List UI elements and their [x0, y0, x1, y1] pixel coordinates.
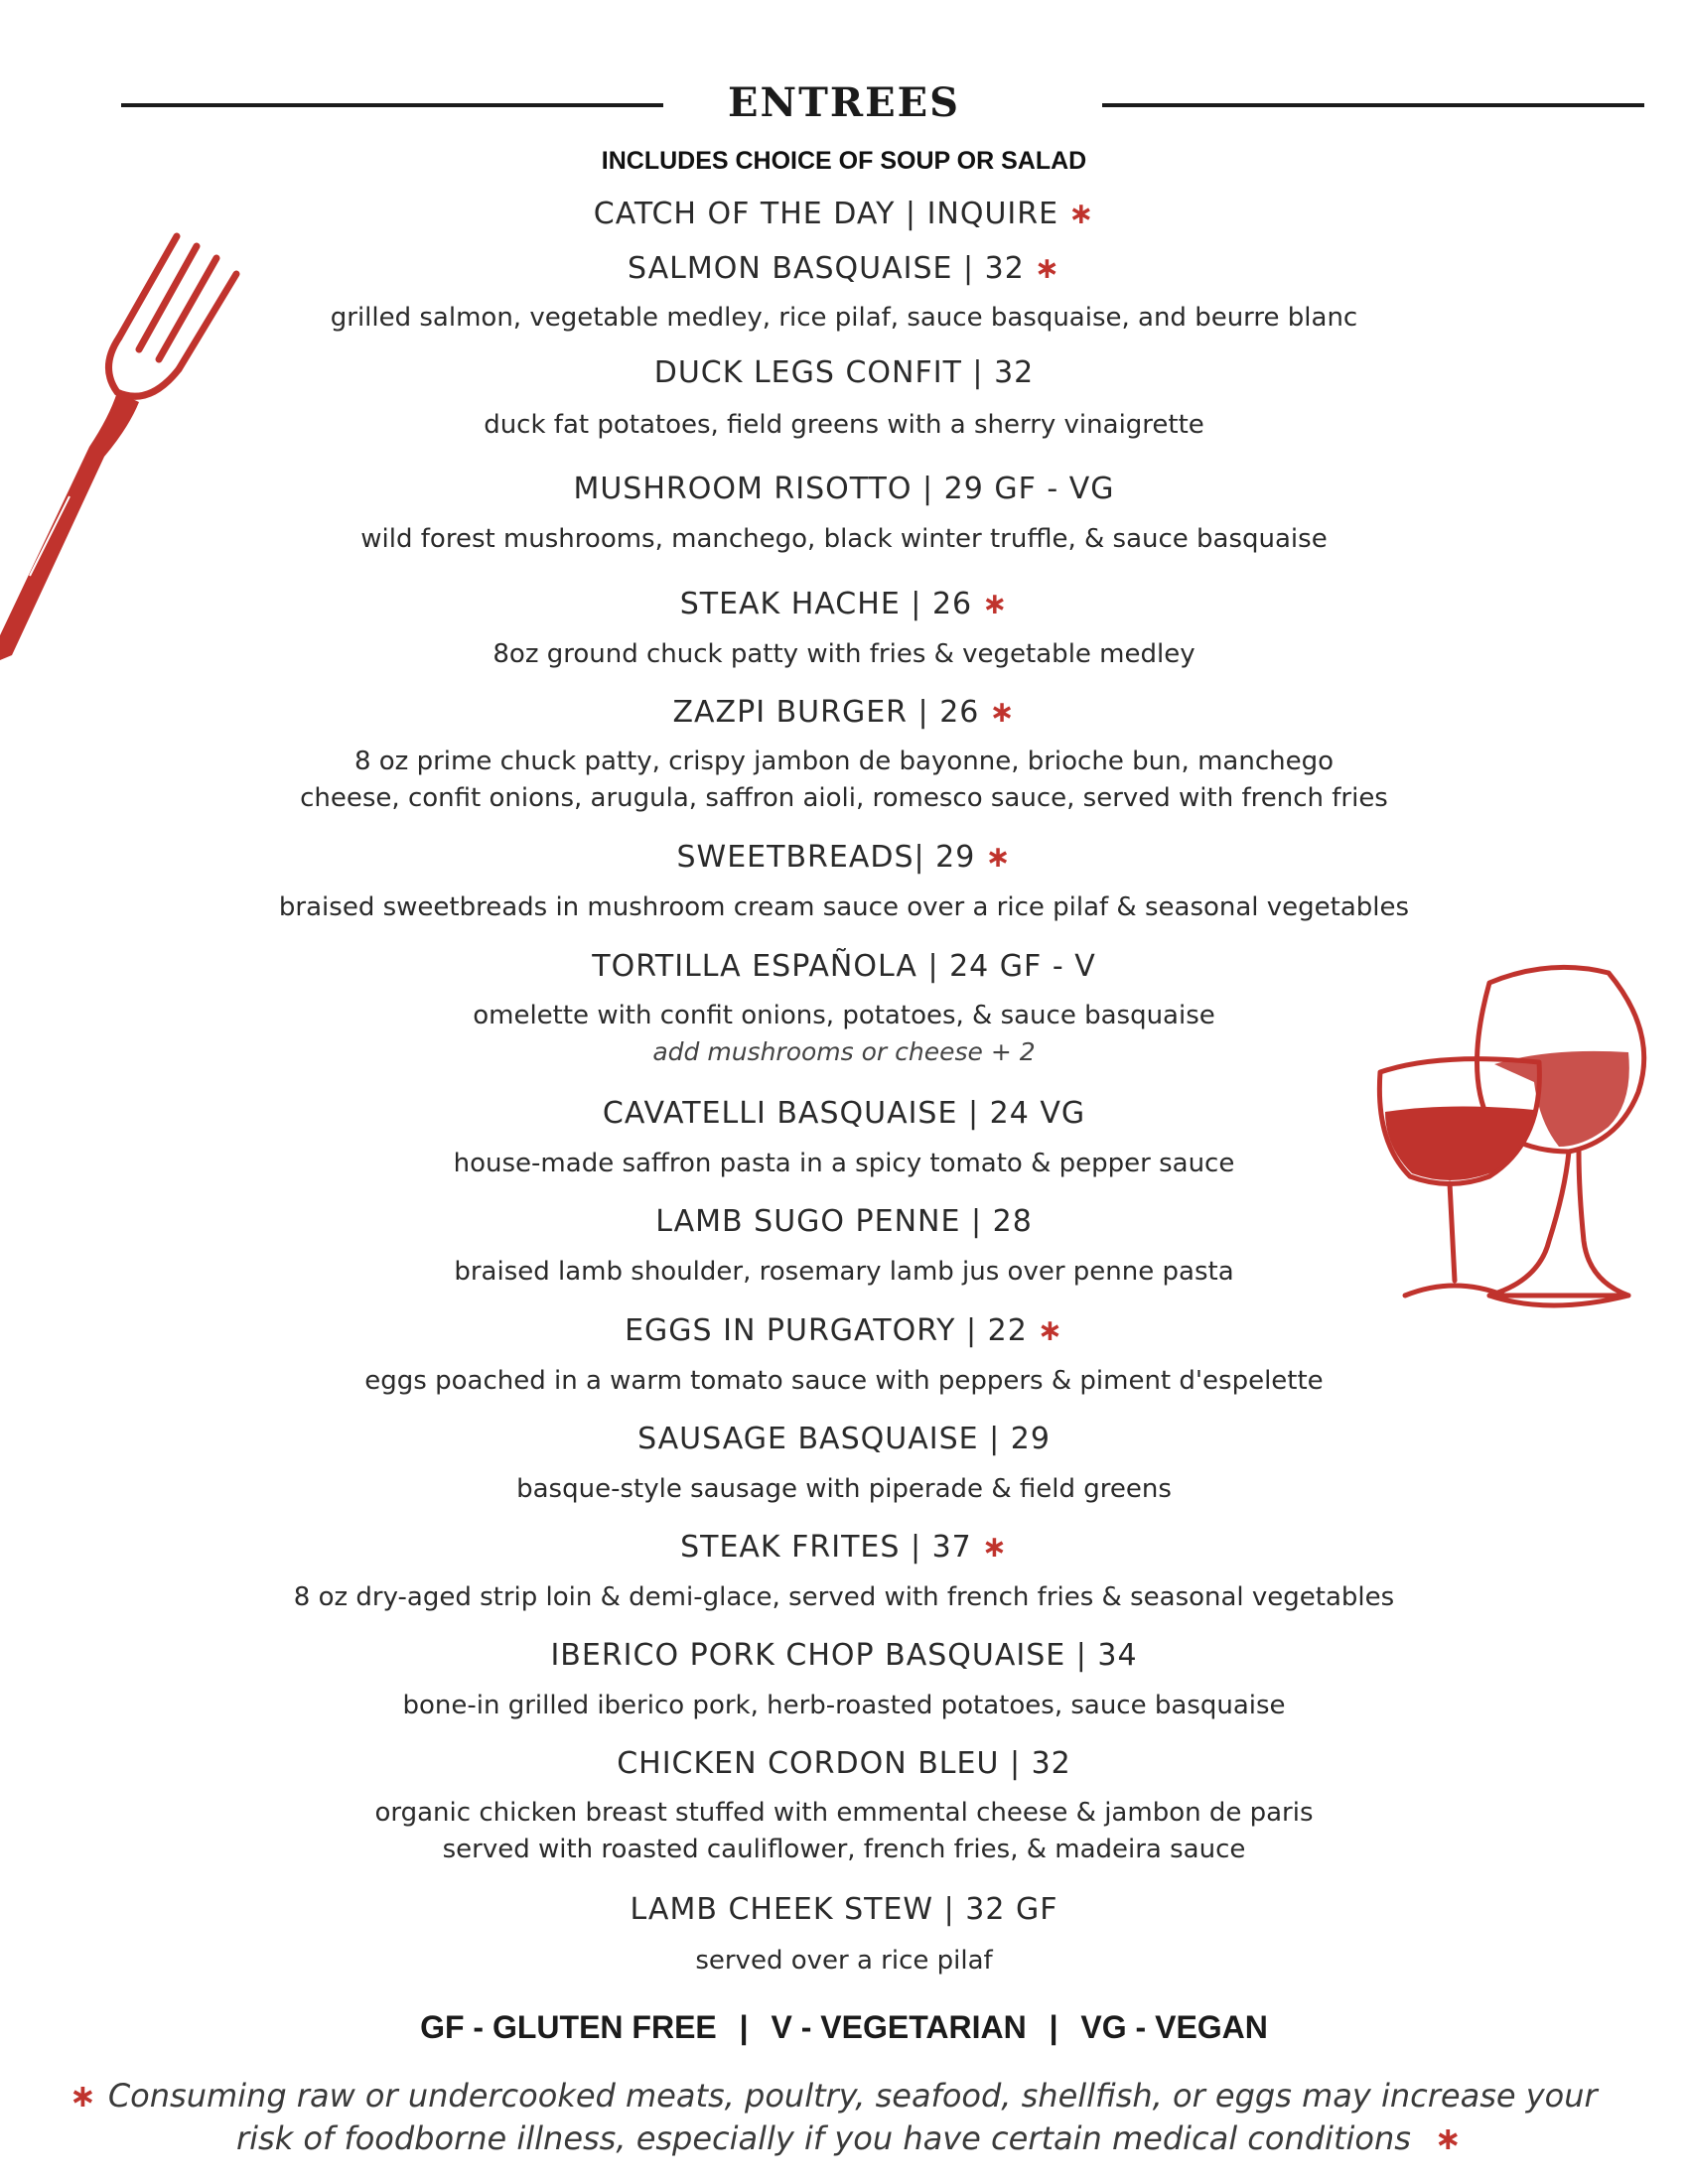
dish-duck-legs-confit [0, 355, 1688, 390]
dish-lamb-cheek-stew [0, 1892, 1688, 1927]
dish-addon-note: add mushrooms or cheese + 2 [652, 1037, 1036, 1066]
dish-description: 8 oz dry-aged strip loin & demi-glace, served with french fries & seasonal vegetables [293, 1582, 1395, 1612]
dish-cavatelli-basquaise [0, 1096, 1688, 1131]
dish-name: ZAZPI BURGER | 26 [672, 695, 980, 730]
legend-separator: | [1049, 2009, 1058, 2045]
dish-iberico-pork-chop [0, 1638, 1688, 1673]
legend-separator: | [739, 2009, 749, 2045]
dish-description: braised sweetbreads in mushroom cream sauce over a rice pilaf & seasonal vegetables [278, 892, 1410, 922]
star-icon: ∗ [989, 695, 1016, 730]
dish-name: DUCK LEGS CONFIT | 32 [653, 355, 1035, 390]
dish-name: IBERICO PORK CHOP BASQUAISE | 34 [550, 1638, 1138, 1673]
dish-description: 8 oz prime chuck patty, crispy jambon de bayonne, brioche bun, manchego [353, 747, 1335, 776]
star-icon: ∗ [985, 840, 1012, 875]
dish-name: SWEETBREADS| 29 [676, 840, 976, 875]
dish-description: braised lamb shoulder, rosemary lamb jus over penne pasta [454, 1257, 1234, 1287]
dish-name: MUSHROOM RISOTTO | 29 GF - VG [573, 472, 1115, 506]
dish-name: CAVATELLI BASQUAISE | 24 VG [602, 1096, 1086, 1131]
dish-eggs-in-purgatory [0, 1313, 1688, 1348]
dish-name: CHICKEN CORDON BLEU | 32 [617, 1746, 1071, 1781]
dish-description: served over a rice pilaf [695, 1946, 993, 1976]
dish-name: STEAK HACHE | 26 [679, 587, 973, 621]
star-icon: ∗ [70, 2077, 96, 2115]
dish-sausage-basquaise [0, 1422, 1688, 1456]
dish-description: duck fat potatoes, field greens with a sherry vinaigrette [484, 410, 1204, 440]
dish-name: TORTILLA ESPAÑOLA | 24 GF - V [592, 949, 1096, 984]
dish-name: SAUSAGE BASQUAISE | 29 [637, 1422, 1051, 1456]
dish-description: basque-style sausage with piperade & field greens [516, 1474, 1172, 1504]
dish-name: CATCH OF THE DAY | INQUIRE [593, 197, 1059, 231]
dish-description-cont: served with roasted cauliflower, french fries, & madeira sauce [442, 1835, 1246, 1864]
star-icon: ∗ [1037, 1313, 1063, 1348]
dish-catch-of-the-day [0, 197, 1688, 231]
dish-sweetbreads [0, 840, 1688, 875]
consumption-warning-line2 [236, 2119, 1688, 2157]
dish-tortilla-espanola [0, 949, 1688, 984]
dish-steak-hache [0, 587, 1688, 621]
warning-text: Consuming raw or undercooked meats, poultry, seafood, shellfish, or eggs may increase your [107, 2077, 1598, 2115]
dish-description: eggs poached in a warm tomato sauce with peppers & piment d'espelette [364, 1366, 1324, 1396]
dish-name: EGGS IN PURGATORY | 22 [625, 1313, 1028, 1348]
dish-lamb-sugo-penne [0, 1204, 1688, 1239]
dish-steak-frites [0, 1530, 1688, 1565]
menu-title: ENTREES [728, 79, 960, 126]
dish-salmon-basquaise [0, 251, 1688, 286]
star-icon: ∗ [1434, 2119, 1462, 2157]
dish-description: organic chicken breast stuffed with emmental cheese & jambon de paris [374, 1798, 1314, 1828]
menu-subtitle: INCLUDES CHOICE OF SOUP OR SALAD [601, 147, 1087, 175]
dish-description: house-made saffron pasta in a spicy tomato & pepper sauce [453, 1149, 1235, 1178]
dish-name: LAMB SUGO PENNE | 28 [655, 1204, 1033, 1239]
dish-zazpi-burger [0, 695, 1688, 730]
dish-name: STEAK FRITES | 37 [680, 1530, 972, 1565]
dish-description: grilled salmon, vegetable medley, rice pilaf, sauce basquaise, and beurre blanc [330, 303, 1358, 333]
star-icon: ∗ [982, 587, 1009, 621]
dietary-legend [0, 2009, 1688, 2046]
dish-description: 8oz ground chuck patty with fries & vegetable medley [492, 639, 1196, 669]
star-icon: ∗ [1034, 251, 1060, 286]
dish-name: LAMB CHEEK STEW | 32 GF [630, 1892, 1058, 1927]
consumption-warning-line1 [70, 2077, 1688, 2115]
dish-description-cont: cheese, confit onions, arugula, saffron aioli, romesco sauce, served with french fries [300, 783, 1388, 813]
dish-description: wild forest mushrooms, manchego, black winter truffle, & sauce basquaise [360, 524, 1328, 554]
warning-text: risk of foodborne illness, especially if you have certain medical conditions [236, 2119, 1411, 2157]
dish-mushroom-risotto [0, 472, 1688, 506]
legend-vegan: VG - VEGAN [1080, 2009, 1268, 2045]
dish-name: SALMON BASQUAISE | 32 [628, 251, 1025, 286]
legend-vegetarian: V - VEGETARIAN [771, 2009, 1027, 2045]
dish-description: bone-in grilled iberico pork, herb-roasted potatoes, sauce basquaise [402, 1691, 1286, 1720]
legend-gluten-free: GF - GLUTEN FREE [420, 2009, 717, 2045]
dish-chicken-cordon-bleu [0, 1746, 1688, 1781]
dish-description: omelette with confit onions, potatoes, & sauce basquaise [473, 1001, 1215, 1030]
star-icon: ∗ [1068, 197, 1095, 231]
star-icon: ∗ [981, 1530, 1008, 1565]
